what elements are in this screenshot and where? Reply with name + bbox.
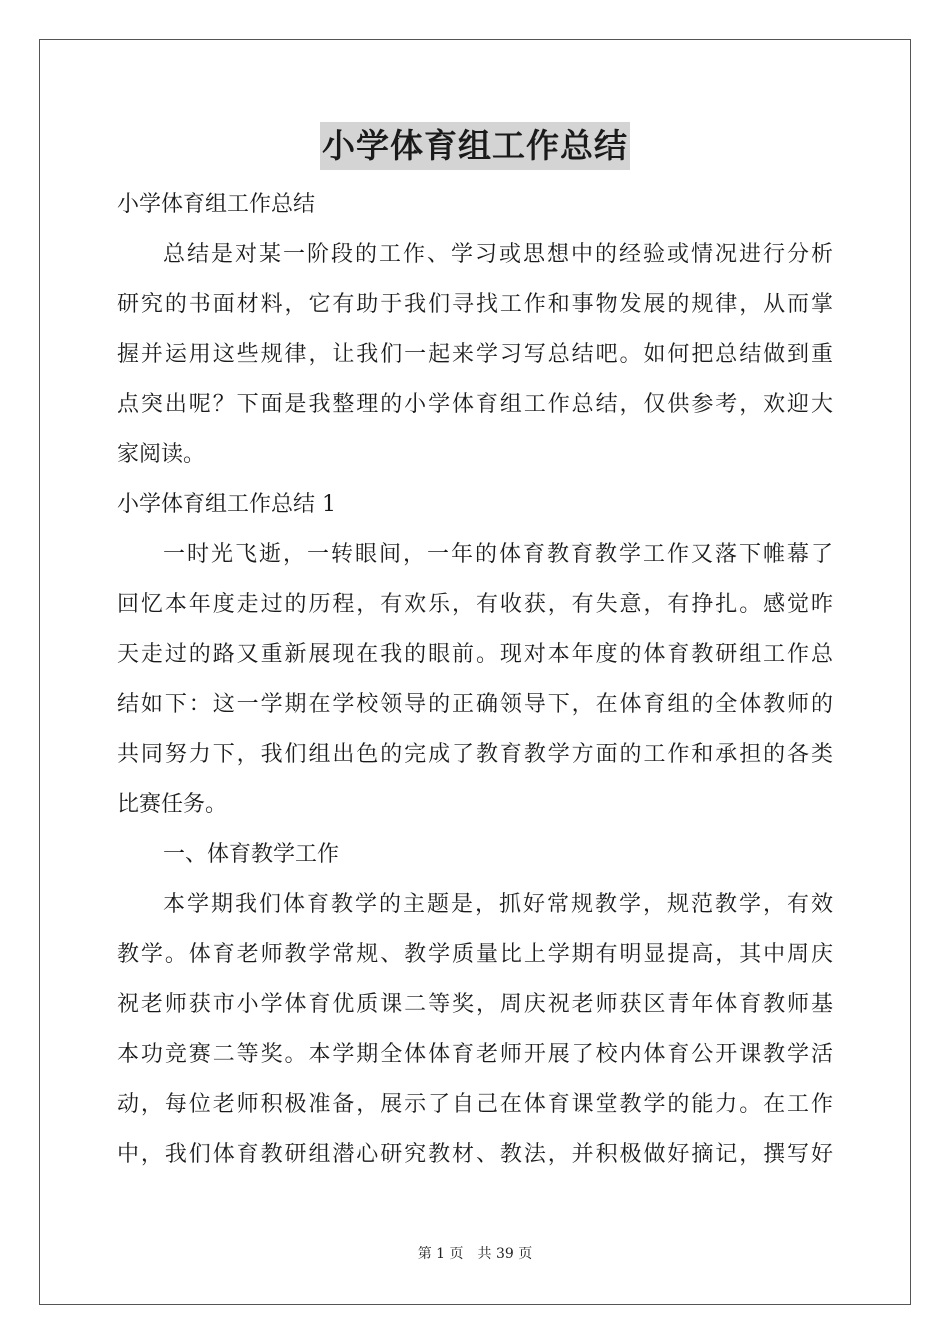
paragraph-line: 一时光飞逝，一转眼间，一年的体育教育教学工作又落下帷幕了 xyxy=(163,542,833,567)
paragraph-line: 握并运用这些规律，让我们一起来学习写总结吧。如何把总结做到重 xyxy=(117,342,833,367)
paragraph-line: 点突出呢？下面是我整理的小学体育组工作总结，仅供参考，欢迎大 xyxy=(117,392,833,417)
paragraph-line: 比赛任务。 xyxy=(117,792,228,817)
page-total: 共 39 页 xyxy=(477,1246,533,1262)
paragraph-line: 动，每位老师积极准备，展示了自己在体育课堂教学的能力。在工作 xyxy=(117,1092,833,1117)
paragraph-line: 共同努力下，我们组出色的完成了教育教学方面的工作和承担的各类 xyxy=(117,742,833,767)
page-number: 第 1 页 xyxy=(417,1246,464,1262)
paragraph-line: 中，我们体育教研组潜心研究教材、教法，并积极做好摘记，撰写好 xyxy=(117,1142,833,1167)
subtitle-line: 小学体育组工作总结 xyxy=(117,192,316,217)
paragraph-line: 总结是对某一阶段的工作、学习或思想中的经验或情况进行分析 xyxy=(163,242,833,267)
paragraph-line: 回忆本年度走过的历程，有欢乐，有收获，有失意，有挣扎。感觉昨 xyxy=(117,592,833,617)
paragraph-line: 本学期我们体育教学的主题是，抓好常规教学，规范教学，有效 xyxy=(163,892,833,917)
paragraph-line: 教学。体育老师教学常规、教学质量比上学期有明显提高，其中周庆 xyxy=(117,942,833,967)
title-container xyxy=(0,122,950,170)
paragraph-line: 研究的书面材料，它有助于我们寻找工作和事物发展的规律，从而掌 xyxy=(117,292,833,317)
paragraph-line: 本功竞赛二等奖。本学期全体体育老师开展了校内体育公开课教学活 xyxy=(117,1042,833,1067)
paragraph-line: 祝老师获市小学体育优质课二等奖，周庆祝老师获区青年体育教师基 xyxy=(117,992,833,1017)
paragraph-line: 家阅读。 xyxy=(117,442,206,467)
document-body xyxy=(117,180,833,1180)
paragraph-line: 结如下：这一学期在学校领导的正确领导下，在体育组的全体教师的 xyxy=(117,692,833,717)
section-heading: 一、体育教学工作 xyxy=(163,842,340,867)
section-heading: 小学体育组工作总结 1 xyxy=(117,492,336,517)
page-footer xyxy=(0,1244,950,1264)
document-title: 小学体育组工作总结 xyxy=(320,122,630,170)
paragraph-line: 天走过的路又重新展现在我的眼前。现对本年度的体育教研组工作总 xyxy=(117,642,833,667)
